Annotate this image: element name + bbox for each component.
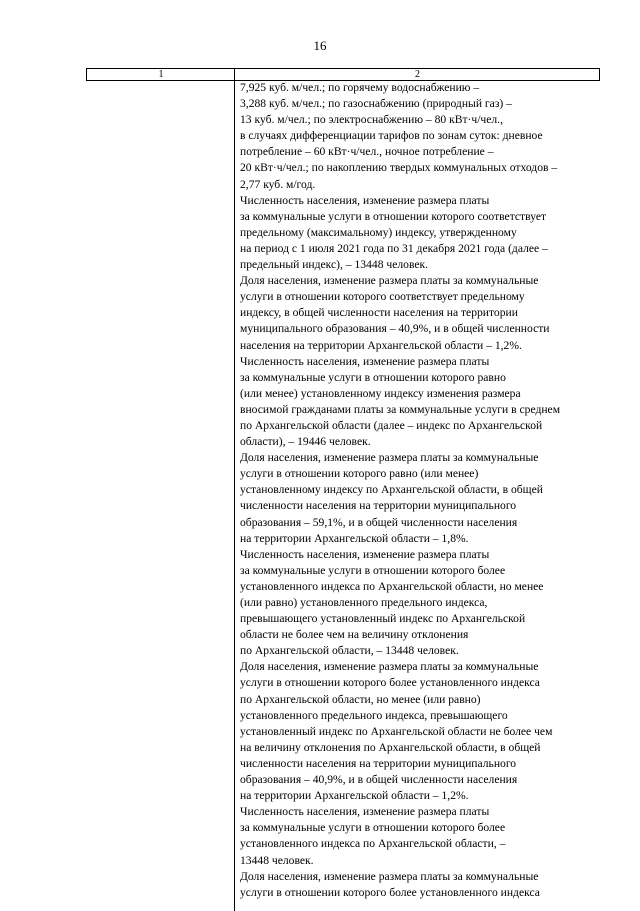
text-line: превышающего установленный индекс по Архангельской: [240, 612, 526, 626]
text-line: образования – 40,9%, и в общей численности населения: [240, 773, 518, 787]
text-line: установленного индекса по Архангельской области, –: [240, 837, 506, 851]
text-line: Доля населения, изменение размера платы за коммунальные: [240, 451, 539, 465]
text-line: установленного предельного индекса, превышающего: [240, 708, 508, 722]
text-line: Численность населения, изменение размера платы: [240, 547, 490, 561]
text-line: по Архангельской области, но менее (или равно): [240, 692, 481, 706]
text-line: (или равно) установленного предельного индекса,: [240, 596, 488, 609]
table-cell-text: [240, 80, 604, 901]
text-line: за коммунальные услуги в отношении которого соответствует: [240, 209, 547, 223]
text-line: индексу, в общей численности населения на территории: [240, 306, 518, 320]
table-header-col-1: 1: [158, 69, 164, 80]
text-line: в случаях дифференциации тарифов по зонам суток: дневное: [240, 129, 543, 143]
text-line: предельному (максимальному) индексу, утвержденному: [240, 225, 517, 239]
text-line: по Архангельской области (далее – индекс по Архангельской: [240, 418, 543, 432]
text-line: услуги в отношении которого более установленного индекса: [240, 676, 540, 690]
text-line: Численность населения, изменение размера платы: [240, 805, 490, 819]
text-line: населения на территории Архангельской области – 1,2%.: [240, 338, 522, 352]
text-line: по Архангельской области, – 13448 человек.: [240, 644, 459, 658]
text-line: за коммунальные услуги в отношении которого более: [240, 821, 506, 835]
text-line: муниципального образования – 40,9%, и в общей численности: [240, 322, 550, 336]
text-line: на территории Архангельской области – 1,8%.: [240, 531, 469, 545]
text-line: установленный индекс по Архангельской области не более чем: [240, 724, 553, 738]
text-line: на величину отклонения по Архангельской области, в общей: [240, 740, 541, 754]
text-line: на территории Архангельской области – 1,2%.: [240, 789, 469, 803]
text-line: за коммунальные услуги в отношении которого более: [240, 563, 506, 577]
text-line: Численность населения, изменение размера платы: [240, 354, 490, 368]
column-divider: [234, 68, 235, 911]
page-number: 16: [313, 38, 327, 53]
document-table: [86, 68, 600, 911]
text-line: области не более чем на величину отклонения: [240, 628, 469, 642]
text-line: Доля населения, изменение размера платы за коммунальные: [240, 869, 539, 883]
text-line: численности населения на территории муниципального: [240, 499, 517, 513]
text-line: вносимой гражданами платы за коммунальные услуги в среднем: [240, 402, 561, 416]
text-line: установленного индекса по Архангельской области, но менее: [240, 579, 544, 593]
text-line: 13 куб. м/чел.; по электроснабжению – 80 кВт·ч/чел.,: [240, 113, 503, 127]
text-line: услуги в отношении которого равно (или менее): [240, 467, 479, 481]
text-line: на период с 1 июля 2021 года по 31 декабря 2021 года (далее –: [240, 241, 548, 255]
text-line: услуги в отношении которого соответствует предельному: [240, 290, 525, 304]
text-line: образования – 59,1%, и в общей численности населения: [240, 515, 518, 529]
table-header-col-2: 2: [415, 69, 420, 80]
text-line: Доля населения, изменение размера платы за коммунальные: [240, 274, 539, 288]
text-line: 13448 человек.: [240, 853, 314, 867]
text-line: 7,925 куб. м/чел.; по горячему водоснабжению –: [240, 81, 480, 94]
text-line: 2,77 куб. м/год.: [240, 177, 316, 191]
text-line: Доля населения, изменение размера платы за коммунальные: [240, 660, 539, 674]
text-line: предельный индекс), – 13448 человек.: [240, 258, 429, 272]
text-line: области), – 19446 человек.: [240, 435, 371, 449]
text-line: 3,288 куб. м/чел.; по газоснабжению (природный газ) –: [240, 97, 512, 111]
text-line: за коммунальные услуги в отношении которого равно: [240, 370, 506, 384]
text-line: (или менее) установленному индексу изменения размера: [240, 386, 521, 400]
text-line: услуги в отношении которого более установленного индекса: [240, 885, 540, 899]
text-line: потребление – 60 кВт·ч/чел., ночное потребление –: [240, 145, 494, 159]
text-line: численности населения на территории муниципального: [240, 756, 517, 770]
text-line: Численность населения, изменение размера платы: [240, 193, 490, 207]
text-line: 20 кВт·ч/чел.; по накоплению твердых коммунальных отходов –: [240, 161, 558, 175]
text-line: установленному индексу по Архангельской области, в общей: [240, 483, 543, 497]
